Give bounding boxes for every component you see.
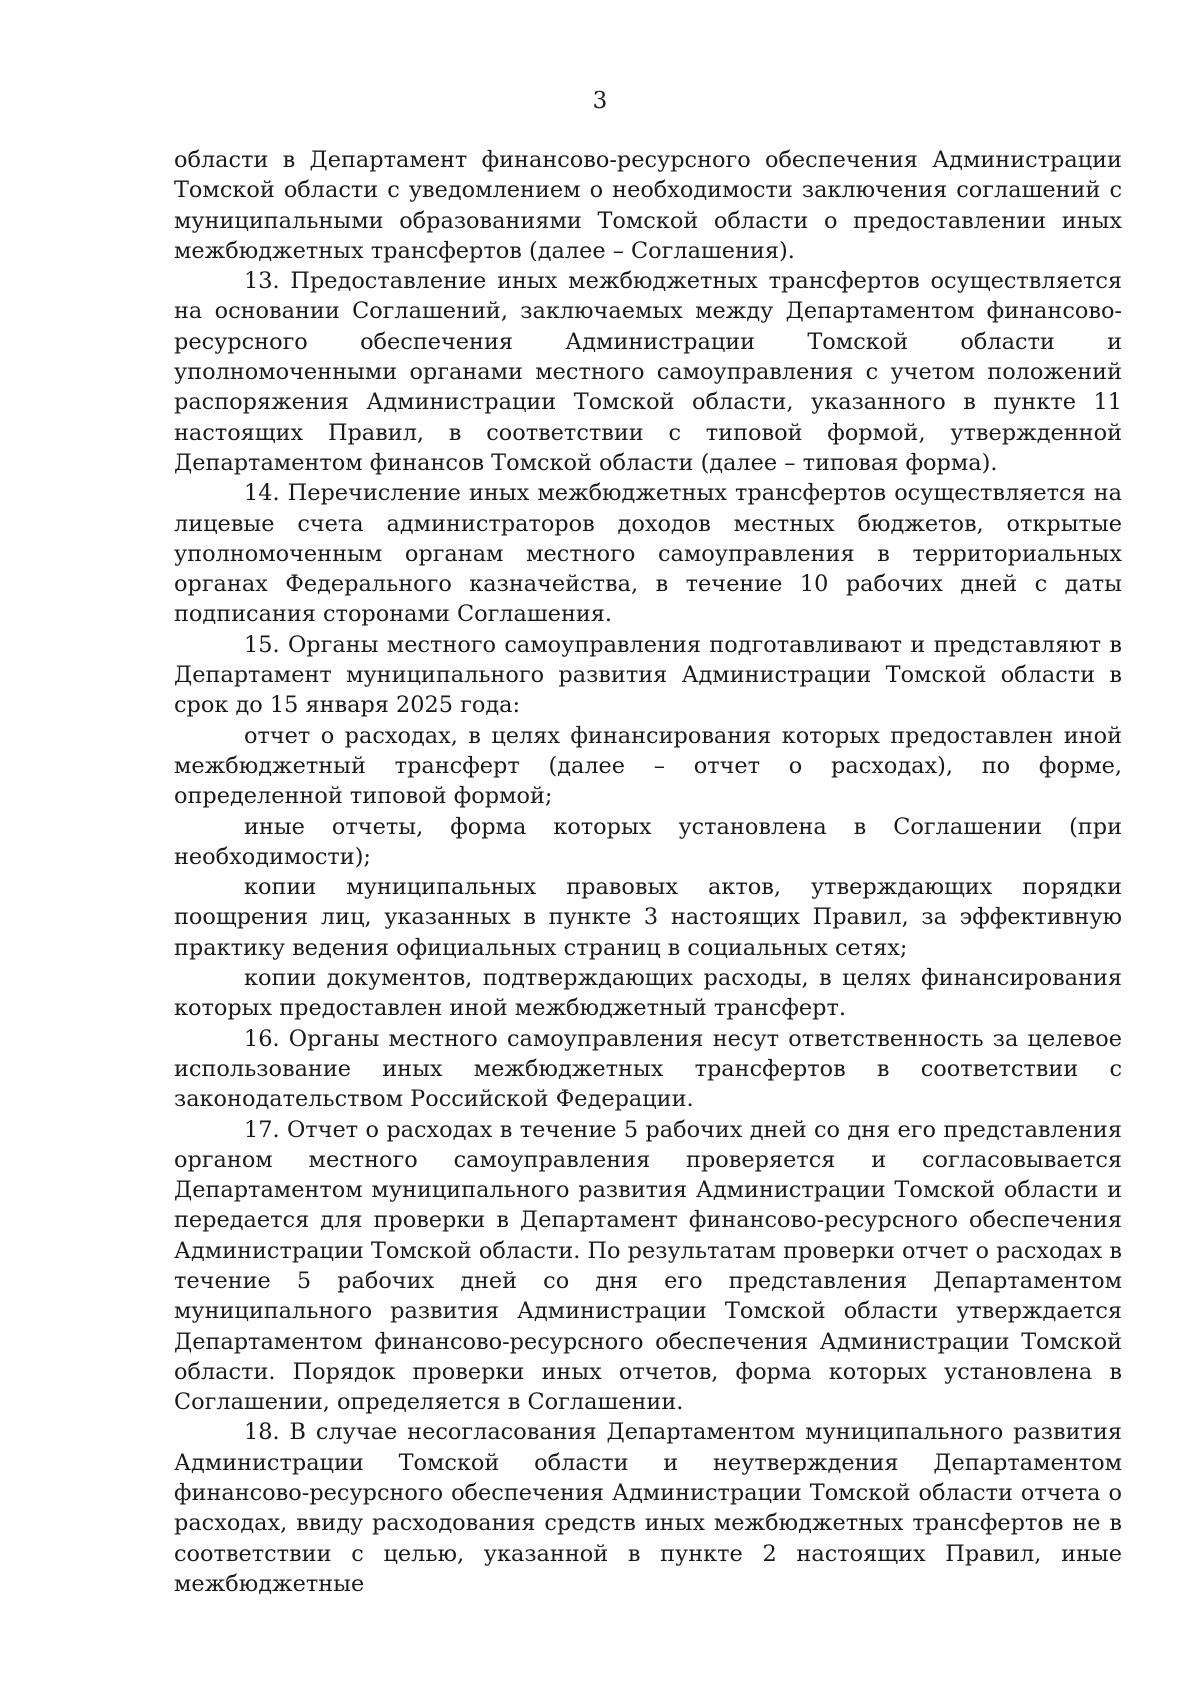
document-body <box>174 145 1122 1599</box>
paragraph-item-16: 16. Органы местного самоуправления несут ответственность за целевое использование иных межбюджетных трансфертов в соответствии с законодательством Российской Федерации. <box>174 1025 1122 1113</box>
paragraph-item-17: 17. Отчет о расходах в течение 5 рабочих дней со дня его представления органом местного самоуправления проверяется и согласовывается Департаментом муниципального развития Администрации Томской области и передается для проверки в Департамент финансово-ресурсного обеспечения Администрации Томской области. По результатам проверки отчет о расходах в течение 5 рабочих дней со дня его представления Департаментом муниципального развития Администрации Томской области утверждается Департаментом финансово-ресурсного обеспечения Администрации Томской области. Порядок проверки иных отчетов, форма которых установлена в Соглашении, определяется в Соглашении. <box>174 1116 1122 1416</box>
paragraph-item-15: 15. Органы местного самоуправления подготавливают и представляют в Департамент муниципального развития Администрации Томской области в срок до 15 января 2025 года: <box>174 631 1122 719</box>
paragraph-expense-report: отчет о расходах, в целях финансирования которых предоставлен иной межбюджетный трансферт (далее – отчет о расходах), по форме, определенной типовой формой; <box>174 722 1122 810</box>
paragraph-item-13: 13. Предоставление иных межбюджетных трансфертов осуществляется на основании Соглашений, заключаемых между Департаментом финансово-ресурсного обеспечения Администрации Томской области и уполномоченными органами местного самоуправления с учетом положений распоряжения Администрации Томской области, указанного в пункте 11 настоящих Правил, в соответствии с типовой формой, утвержденной Департаментом финансов Томской области (далее – типовая форма). <box>174 268 1122 476</box>
paragraph-expense-documents-copies: копии документов, подтверждающих расходы, в целях финансирования которых предоставлен иной межбюджетный трансферт. <box>174 965 1122 1022</box>
page-number: 3 <box>592 88 608 114</box>
paragraph-item-14: 14. Перечисление иных межбюджетных трансфертов осуществляется на лицевые счета администраторов доходов местных бюджетов, открытые уполномоченным органам местного самоуправления в территориальных органах Федерального казначейства, в течение 10 рабочих дней с даты подписания сторонами Соглашения. <box>174 480 1122 628</box>
paragraph-legal-acts-copies: копии муниципальных правовых актов, утверждающих порядки поощрения лиц, указанных в пункте 3 настоящих Правил, за эффективную практику ведения официальных страниц в социальных сетях; <box>174 874 1122 961</box>
paragraph-continuation: области в Департамент финансово-ресурсного обеспечения Администрации Томской области с уведомлением о необходимости заключения соглашений с муниципальными образованиями Томской области о предоставлении иных межбюджетных трансфертов (далее – Соглашения). <box>174 147 1122 264</box>
paragraph-item-18: 18. В случае несогласования Департаментом муниципального развития Администрации Томской области и неутверждения Департаментом финансово-ресурсного обеспечения Администрации Томской области отчета о расходах, ввиду расходования средств иных межбюджетных трансфертов не в соответствии с целью, указанной в пункте 2 настоящих Правил, иные межбюджетные <box>174 1419 1122 1597</box>
paragraph-other-reports: иные отчеты, форма которых установлена в Соглашении (при необходимости); <box>174 813 1122 870</box>
